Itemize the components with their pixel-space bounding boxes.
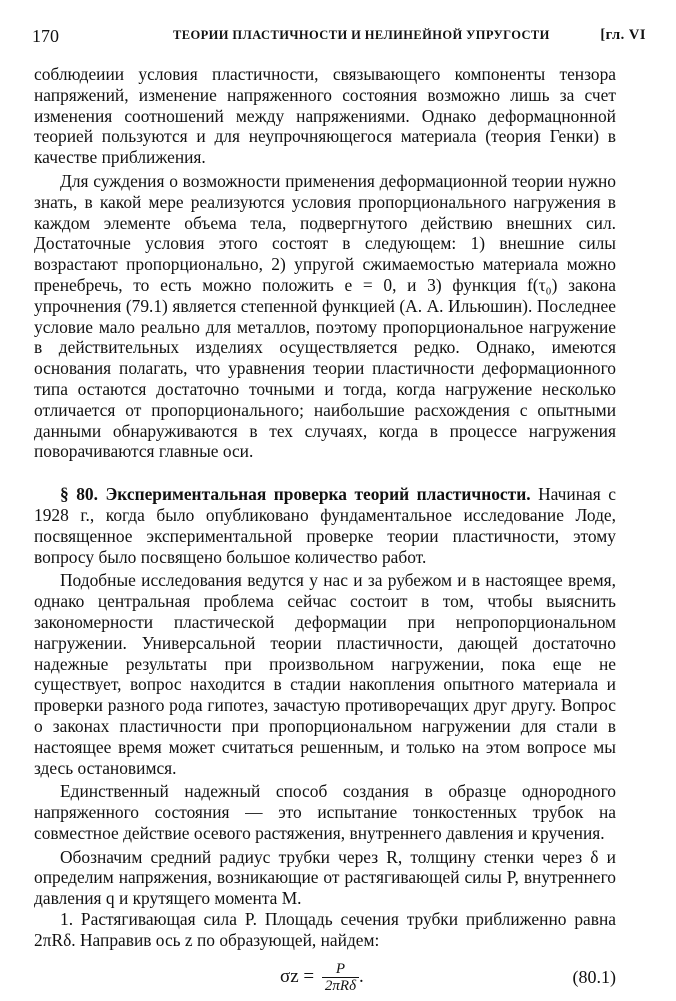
section-80 — [34, 484, 616, 567]
formula-lhs: σz = — [280, 965, 315, 987]
paragraph-method: Единственный надежный способ создания в образце однородного напряженного состояния — это испытание тонкостенных трубок на совместное действие осевого растяжения, внутреннего давления и кручения. — [34, 781, 616, 843]
running-title: ТЕОРИИ ПЛАСТИЧНОСТИ И НЕЛИНЕЙНОЙ УПРУГОСТИ — [173, 28, 550, 42]
equation-number: (80.1) — [572, 966, 616, 987]
paragraph-research: Подобные исследования ведутся у нас и за рубежом и в настоящее время, однако центральная проблема сейчас состоит в том, чтобы выяснить закономерности пластической деформации при непропорциональном нагружении. Универсальной теории пластичности, дающей достаточно надежные результаты при произвольном нагружении, пока еще не существует, вопрос находится в стадии накопления опытного материала и проверки разного рода гипотез, зачастую противоречащих друг другу. Вопрос о законах пластичности при пропорциональном нагружении для стали в настоящее время может считаться решенным, и только на этом вопросе мы здесь остановимся. — [34, 570, 616, 778]
page-number: 170 — [32, 26, 59, 46]
equation-80-1 — [34, 957, 616, 1001]
paragraph-tension: 1. Растягивающая сила P. Площадь сечения трубки приближенно равна 2πRδ. Направив ось z по образующей, найдем: — [34, 909, 616, 950]
section-intro: Начиная с 1928 г., когда было опубликовано фундаментальное исследование Лоде, посвященное экспериментальной проверке теории пластичности, этому вопросу было посвящено большое количество работ. — [34, 484, 616, 567]
body-text — [34, 64, 616, 1001]
formula-fraction — [322, 961, 359, 994]
formula-numerator: P — [322, 961, 359, 978]
formula — [280, 961, 364, 994]
formula-tail: . — [359, 965, 364, 987]
chapter-label: [гл. VI — [600, 27, 646, 43]
formula-denominator: 2πRδ — [324, 977, 357, 994]
section-title: § 80. Экспериментальная проверка теорий пластичности. — [60, 484, 531, 505]
page-header — [30, 26, 646, 52]
paragraph-deformation-theory: Для суждения о возможности применения деформационной теории нужно знать, в какой мере реализуются условия пропорционального нагружения в каждом элементе объема тела, подвергнутого действию внешних сил. Достаточные условия этого состоят в следующем: 1) внешние силы возрастают пропорционально, 2) упругой сжимаемостью материала можно пренебречь, то есть можно положить e = 0, и 3) функция f(τ₀) закона упрочнения (79.1) является степенной функцией (А. А. Ильюшин). Последнее условие мало реально для металлов, поэтому пропорциональное нагружение в действительных изделиях осуществляется редко. Однако, имеются основания полагать, что уравнения теории пластичности деформационного типа остаются достаточно точными и тогда, когда нагружение несколько отличается от пропорционального; наибольшие расхождения с опытными данными обнаруживаются в тех случаях, когда в процессе нагружения поворачиваются главные оси. — [34, 170, 616, 462]
paragraph-continuation: соблюдеиии условия пластичности, связывающего компоненты тензора напряжений, изменение напряженного состояния возможно лишь за счет изменения соотношений между напряжениями. Однако деформацнонной теорией пользуются и для неупрочняющегося материала (теория Генки) в качестве приближения. — [34, 64, 616, 168]
paragraph-notation: Обозначим средний радиус трубки через R, толщину стенки через δ и определим напряжения, возникающие от растягивающей силы P, внутреннего давления q и крутящего момента M. — [34, 846, 616, 909]
